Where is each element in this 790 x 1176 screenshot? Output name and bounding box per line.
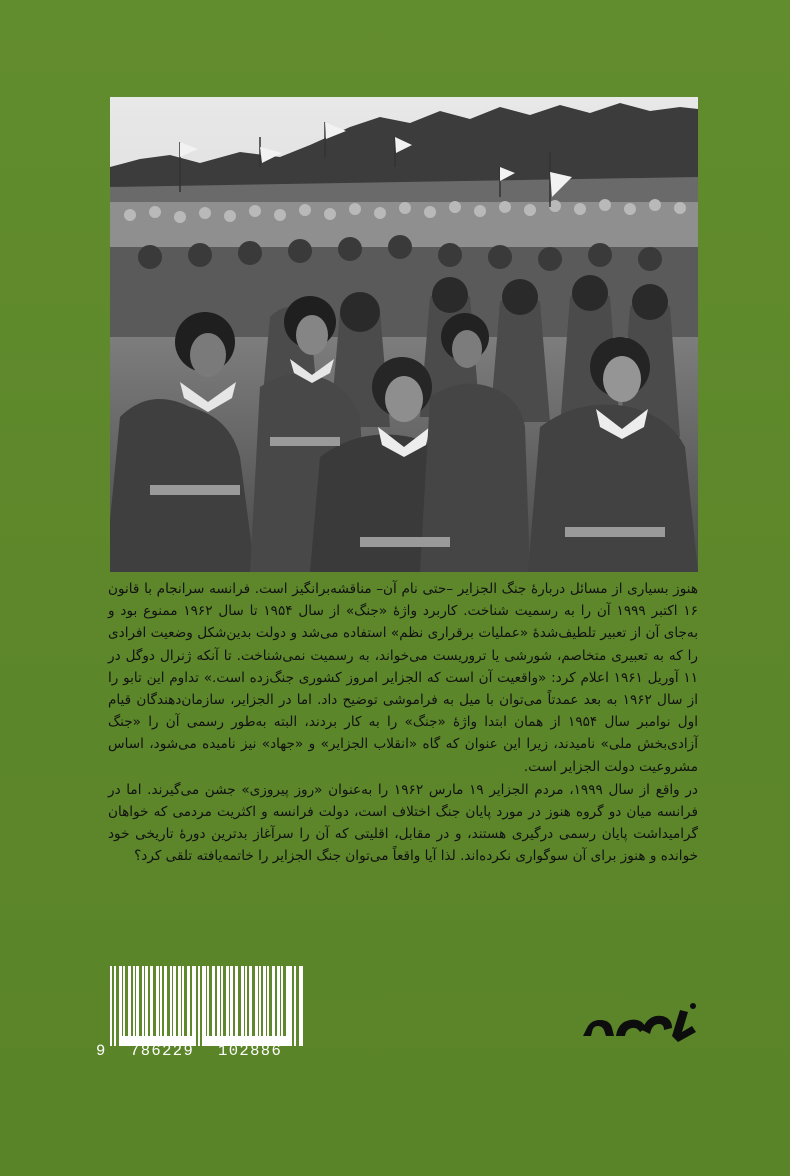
barcode-icon [110, 966, 303, 1046]
isbn-first-digit: 9 [96, 1042, 107, 1060]
isbn-number [92, 1042, 315, 1060]
back-cover-blurb [108, 578, 698, 868]
blurb-paragraph-2: در واقع از سال ۱۹۹۹، مردم الجزایر ۱۹ مارس ۱۹۶۲ را به‌عنوان «روز پیروزی» جشن می‌گیرند. اما در فرانسه میان دو گروه هنوز در مورد پایان جنگ اختلاف است، دولت فرانسه و اکثریت مردمی که خواهان گرامیداشت پایان رسمی درگیری هستند، و در مقابل، اقلیتی که آن را سرآغاز بدترین دورۀ تاریخی خود خوانده و هنوز برای آن سوگواری نکرده‌اند. لذا آیا واقعاً می‌توان جنگ الجزایر را خاتمه‌یافته تلقی کرد؟ [108, 781, 698, 865]
isbn-barcode [92, 960, 315, 1060]
cover-photo [110, 97, 698, 572]
isbn-group-1: 786229 [130, 1042, 195, 1060]
isbn-group-2: 102886 [218, 1042, 283, 1060]
photo-marching-women-icon [110, 97, 698, 572]
blurb-paragraph-1: هنوز بسیاری از مسائل دربارۀ جنگ الجزایر –حتی نام آن– مناقشه‌برانگیز است. فرانسه سرانجام با قانون ۱۶ اکتبر ۱۹۹۹ آن را به رسمیت شناخت. کاربرد واژۀ «جنگ» از سال ۱۹۵۴ تا سال ۱۹۶۲ ممنوع بود و به‌جای آن از تعبیر تلطیف‌شدۀ «عملیات برقراری نظم» استفاده می‌شد و دولت بدین‌شکل وضعیت افرادی را که به تعبیری متخاصم، شورشی یا تروریست می‌خواند، به رسمیت نمی‌شناخت. تا آنکه ژنرال دوگل در ۱۱ آوریل ۱۹۶۱ اعلام کرد: «واقعیت آن است که الجزایر امروز کشوری جنگ‌زده است.» تداوم این تابو را از سال ۱۹۶۲ به بعد عمدتاً می‌توان با میل به فراموشی توضیح داد. اما در الجزایر، سازمان‌دهندگان قیام اول نوامبر سال ۱۹۵۴ از همان ابتدا واژۀ «جنگ» را به کار بردند، البته به‌طور رسمی آن را «جنگ آزادی‌بخش ملی» نامیدند، زیرا این عنوان که گاه «انقلاب الجزایر» و «جهاد» نیز نامیده می‌شود، اساس مشروعیت دولت الجزایر است. [108, 581, 698, 775]
publisher-logo-icon [580, 1000, 700, 1045]
